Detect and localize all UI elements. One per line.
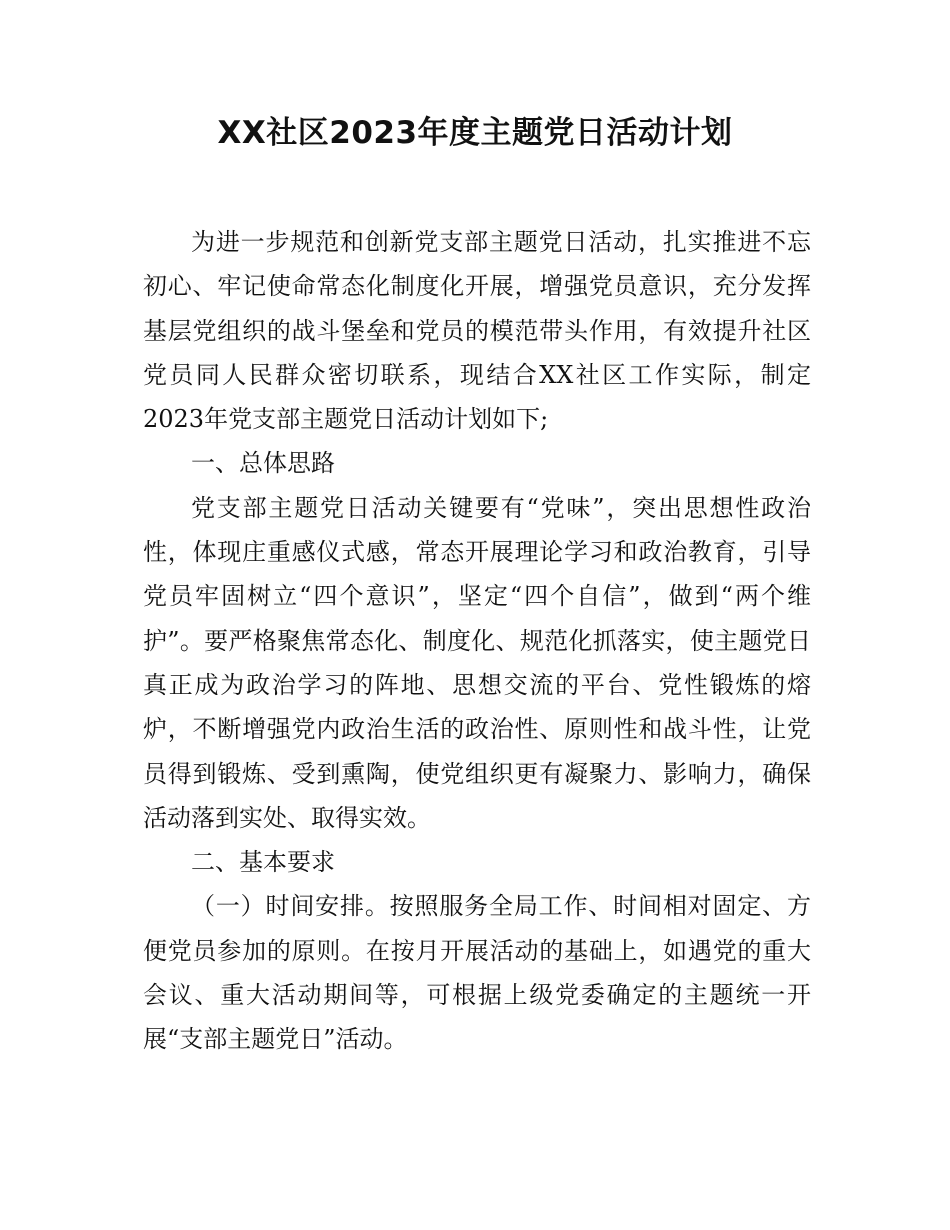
document-body	[143, 220, 811, 1062]
intro-paragraph: 为进一步规范和创新党支部主题党日活动，扎实推进不忘初心、牢记使命常态化制度化开展，增强党员意识，充分发挥基层党组织的战斗堡垒和党员的模范带头作用，有效提升社区党员同人民群众密切联系，现结合XX社区工作实际，制定2023年党支部主题党日活动计划如下;	[143, 228, 811, 434]
document-title: XX社区2023年度主题党日活动计划	[217, 115, 733, 151]
section-heading-overall-approach: 一、总体思路	[191, 449, 335, 478]
section-paragraph-overall-approach: 党支部主题党日活动关键要有“党味”，突出思想性政治性，体现庄重感仪式感，常态开展理论学习和政治教育，引导党员牢固树立“四个意识”，坚定“四个自信”，做到“两个维护”。要严格聚焦常态化、制度化、规范化抓落实，使主题党日真正成为政治学习的阵地、思想交流的平台、党性锻炼的熔炉，不断增强党内政治生活的政治性、原则性和战斗性，让党员得到锻炼、受到熏陶，使党组织更有凝聚力、影响力，确保活动落到实处、取得实效。	[143, 493, 811, 832]
section-paragraph-time-arrangement: （一）时间安排。按照服务全局工作、时间相对固定、方便党员参加的原则。在按月开展活动的基础上，如遇党的重大会议、重大活动期间等，可根据上级党委确定的主题统一开展“支部主题党日”活动。	[143, 892, 811, 1054]
section-heading-basic-requirements: 二、基本要求	[191, 848, 335, 877]
